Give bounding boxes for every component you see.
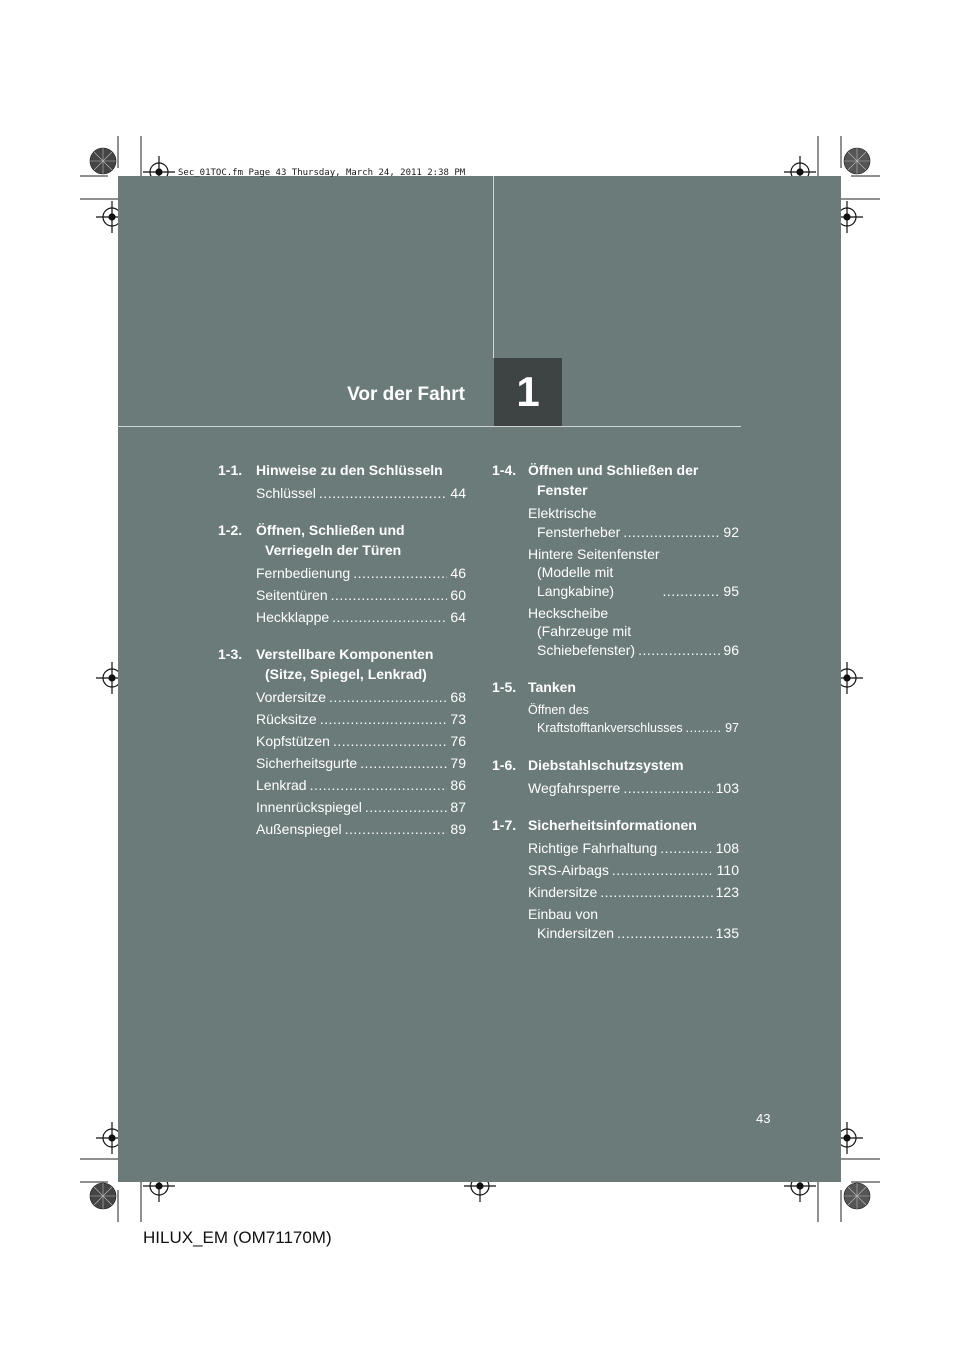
entry-label-line: Fernbedienung bbox=[256, 565, 351, 581]
entry-label-line: Langkabine) bbox=[537, 582, 615, 599]
entry-label-line: Elektrische bbox=[528, 505, 597, 521]
toc-entry[interactable] bbox=[492, 839, 739, 858]
entry-page-number: 60 bbox=[450, 587, 466, 603]
entry-label bbox=[256, 732, 450, 751]
file-stamp: Sec_01TOC.fm Page 43 Thursday, March 24, 2011 2:38 PM bbox=[178, 168, 466, 178]
section-gap bbox=[492, 663, 739, 677]
section-number: 1-5. bbox=[492, 678, 517, 695]
entry-page-number: 135 bbox=[715, 924, 739, 941]
entry-label bbox=[256, 820, 450, 839]
entry-label-line: Innenrückspiegel bbox=[256, 799, 362, 815]
section-title-line: Verstellbare Komponenten bbox=[256, 646, 434, 662]
toc-column-right bbox=[492, 460, 739, 946]
entry-page-number: 103 bbox=[715, 780, 739, 796]
toc-entry[interactable] bbox=[218, 710, 466, 729]
entry-label bbox=[528, 604, 723, 660]
section-gap bbox=[218, 630, 466, 644]
entry-label-line: Kopfstützen bbox=[256, 733, 330, 749]
dot-leader bbox=[660, 839, 712, 858]
entry-label bbox=[256, 754, 450, 773]
section-title-line: Öffnen und Schließen der bbox=[528, 462, 699, 478]
entry-label-line: Schlüssel bbox=[256, 485, 316, 501]
toc-entry[interactable] bbox=[218, 820, 466, 839]
entry-label-line: Richtige Fahrhaltung bbox=[528, 840, 658, 856]
section-gap bbox=[218, 506, 466, 520]
toc-entry[interactable] bbox=[492, 604, 739, 660]
entry-page-number: 108 bbox=[715, 840, 739, 856]
entry-label-line: Heckklappe bbox=[256, 609, 330, 625]
header-rule bbox=[118, 426, 741, 427]
toc-section-heading[interactable] bbox=[218, 644, 466, 684]
entry-page-number: 46 bbox=[450, 565, 466, 581]
toc-section-heading[interactable] bbox=[218, 460, 466, 480]
toc-entry[interactable] bbox=[218, 754, 466, 773]
section-title-line: Tanken bbox=[528, 678, 576, 695]
entry-label bbox=[256, 608, 450, 627]
entry-label-line: Hintere Seitenfenster bbox=[528, 545, 660, 562]
section-title-line: Fenster bbox=[537, 482, 588, 498]
toc-section-heading[interactable] bbox=[218, 520, 466, 560]
entry-page-number: 97 bbox=[725, 721, 739, 735]
entry-label bbox=[256, 798, 450, 817]
entry-page-number: 96 bbox=[723, 641, 739, 658]
entry-label bbox=[528, 779, 716, 798]
dot-leader bbox=[623, 779, 712, 798]
entry-page-number: 76 bbox=[450, 733, 466, 749]
entry-page-number: 87 bbox=[450, 799, 466, 815]
entry-page-number: 44 bbox=[450, 485, 466, 501]
section-number: 1-3. bbox=[218, 646, 243, 662]
dot-leader bbox=[333, 732, 447, 751]
entry-label-line: Seitentüren bbox=[256, 587, 328, 603]
entry-page-number: 110 bbox=[716, 862, 739, 878]
entry-label bbox=[528, 861, 717, 880]
dot-leader bbox=[686, 719, 722, 738]
entry-label-line: SRS-Airbags bbox=[528, 862, 609, 878]
entry-label-line: Kindersitze bbox=[528, 884, 598, 900]
entry-label bbox=[256, 710, 450, 729]
toc-entry[interactable] bbox=[492, 545, 739, 601]
entry-label-line: Wegfahrsperre bbox=[528, 780, 621, 796]
toc-section-heading[interactable] bbox=[492, 755, 739, 775]
section-title-line: Verriegeln der Türen bbox=[265, 542, 402, 558]
dot-leader bbox=[353, 564, 447, 583]
section-title-line: (Sitze, Spiegel, Lenkrad) bbox=[265, 666, 427, 682]
entry-label-line: Vordersitze bbox=[256, 689, 327, 705]
toc-entry[interactable] bbox=[218, 484, 466, 503]
toc-entry[interactable] bbox=[492, 701, 739, 738]
toc-entry[interactable] bbox=[218, 732, 466, 751]
toc-entry[interactable] bbox=[218, 564, 466, 583]
section-title-line: Sicherheitsinformationen bbox=[528, 817, 697, 833]
dot-leader bbox=[331, 586, 448, 605]
entry-page-number: 123 bbox=[715, 884, 739, 900]
section-title bbox=[256, 460, 466, 480]
section-gap bbox=[492, 741, 739, 755]
page-number: 43 bbox=[756, 1111, 771, 1126]
entry-label-line: Sicherheitsgurte bbox=[256, 755, 358, 771]
entry-page-number: 64 bbox=[450, 609, 466, 625]
section-number: 1-7. bbox=[492, 817, 517, 833]
entry-page-number: 73 bbox=[450, 711, 466, 727]
dot-leader bbox=[345, 820, 448, 839]
section-title bbox=[256, 520, 466, 560]
section-title-line: Öffnen, Schließen und bbox=[256, 522, 405, 538]
section-title bbox=[528, 815, 739, 835]
dot-leader bbox=[600, 883, 712, 902]
toc-column-left bbox=[218, 460, 466, 842]
toc-entry[interactable] bbox=[492, 883, 739, 902]
entry-label-line: Außenspiegel bbox=[256, 821, 342, 837]
section-title bbox=[528, 460, 739, 500]
header-divider-vertical bbox=[493, 176, 494, 358]
dot-leader bbox=[612, 861, 714, 880]
toc-entry[interactable] bbox=[492, 905, 739, 942]
dot-leader bbox=[329, 688, 447, 707]
section-number: 1-4. bbox=[492, 462, 517, 478]
toc-entry[interactable] bbox=[218, 688, 466, 707]
entry-page-number: 79 bbox=[450, 755, 466, 771]
toc-section-heading[interactable] bbox=[492, 677, 739, 697]
dot-leader bbox=[365, 798, 448, 817]
entry-page-number: 95 bbox=[723, 582, 739, 599]
entry-label bbox=[256, 484, 450, 503]
entry-label bbox=[256, 776, 450, 795]
toc-entry[interactable] bbox=[218, 776, 466, 795]
chapter-title: Vor der Fahrt bbox=[347, 384, 465, 405]
chapter-number: 1 bbox=[494, 358, 562, 426]
toc-entry[interactable] bbox=[492, 861, 739, 880]
entry-label bbox=[528, 905, 716, 942]
entry-label-line: Lenkrad bbox=[256, 777, 307, 793]
dot-leader bbox=[320, 710, 448, 729]
toc-entry[interactable] bbox=[218, 798, 466, 817]
section-gap bbox=[492, 801, 739, 815]
entry-label-line: Kindersitzen bbox=[537, 924, 615, 941]
entry-label bbox=[528, 701, 725, 738]
dot-leader bbox=[360, 754, 447, 773]
entry-label-line: Kraftstofftankverschlusses bbox=[537, 721, 683, 735]
entry-label-line: Rücksitze bbox=[256, 711, 317, 727]
section-title bbox=[528, 755, 739, 775]
toc-section-heading[interactable] bbox=[492, 815, 739, 835]
entry-label-line: Einbau von bbox=[528, 906, 599, 922]
dot-leader bbox=[617, 924, 713, 943]
entry-page-number: 86 bbox=[450, 777, 466, 793]
entry-page-number: 89 bbox=[450, 821, 466, 837]
entry-label bbox=[528, 504, 723, 541]
entry-label bbox=[528, 545, 723, 601]
entry-label-line: Fensterheber bbox=[537, 523, 621, 540]
footer-code: HILUX_EM (OM71170M) bbox=[143, 1228, 332, 1247]
entry-page-number: 92 bbox=[723, 523, 739, 540]
toc-section-heading[interactable] bbox=[492, 460, 739, 500]
entry-label bbox=[256, 688, 450, 707]
toc-entry[interactable] bbox=[492, 504, 739, 541]
entry-label bbox=[256, 586, 450, 605]
section-number: 1-2. bbox=[218, 522, 243, 538]
dot-leader bbox=[623, 523, 720, 542]
entry-label bbox=[256, 564, 450, 583]
toc-entry[interactable] bbox=[218, 608, 466, 627]
entry-page-number: 68 bbox=[450, 689, 466, 705]
entry-label-line: Heckscheibe bbox=[528, 604, 609, 621]
entry-label-line: (Fahrzeuge mit bbox=[537, 623, 632, 639]
dot-leader bbox=[663, 582, 721, 601]
section-number: 1-1. bbox=[218, 462, 243, 478]
dot-leader bbox=[310, 776, 448, 795]
section-title bbox=[256, 644, 466, 684]
entry-label bbox=[528, 883, 716, 902]
dot-leader bbox=[638, 641, 720, 660]
dot-leader bbox=[332, 608, 447, 627]
entry-label-line: Öffnen des bbox=[528, 702, 589, 717]
section-title-line: Hinweise zu den Schlüsseln bbox=[256, 462, 443, 478]
entry-label-line: Schiebefenster) bbox=[537, 641, 636, 658]
dot-leader bbox=[319, 484, 448, 503]
section-title bbox=[528, 677, 739, 697]
section-number: 1-6. bbox=[492, 757, 517, 773]
entry-label bbox=[528, 839, 716, 858]
section-title-line: Diebstahlschutzsystem bbox=[528, 757, 684, 773]
entry-label-line: (Modelle mit bbox=[537, 564, 614, 580]
toc-entry[interactable] bbox=[218, 586, 466, 605]
toc-entry[interactable] bbox=[492, 779, 739, 798]
